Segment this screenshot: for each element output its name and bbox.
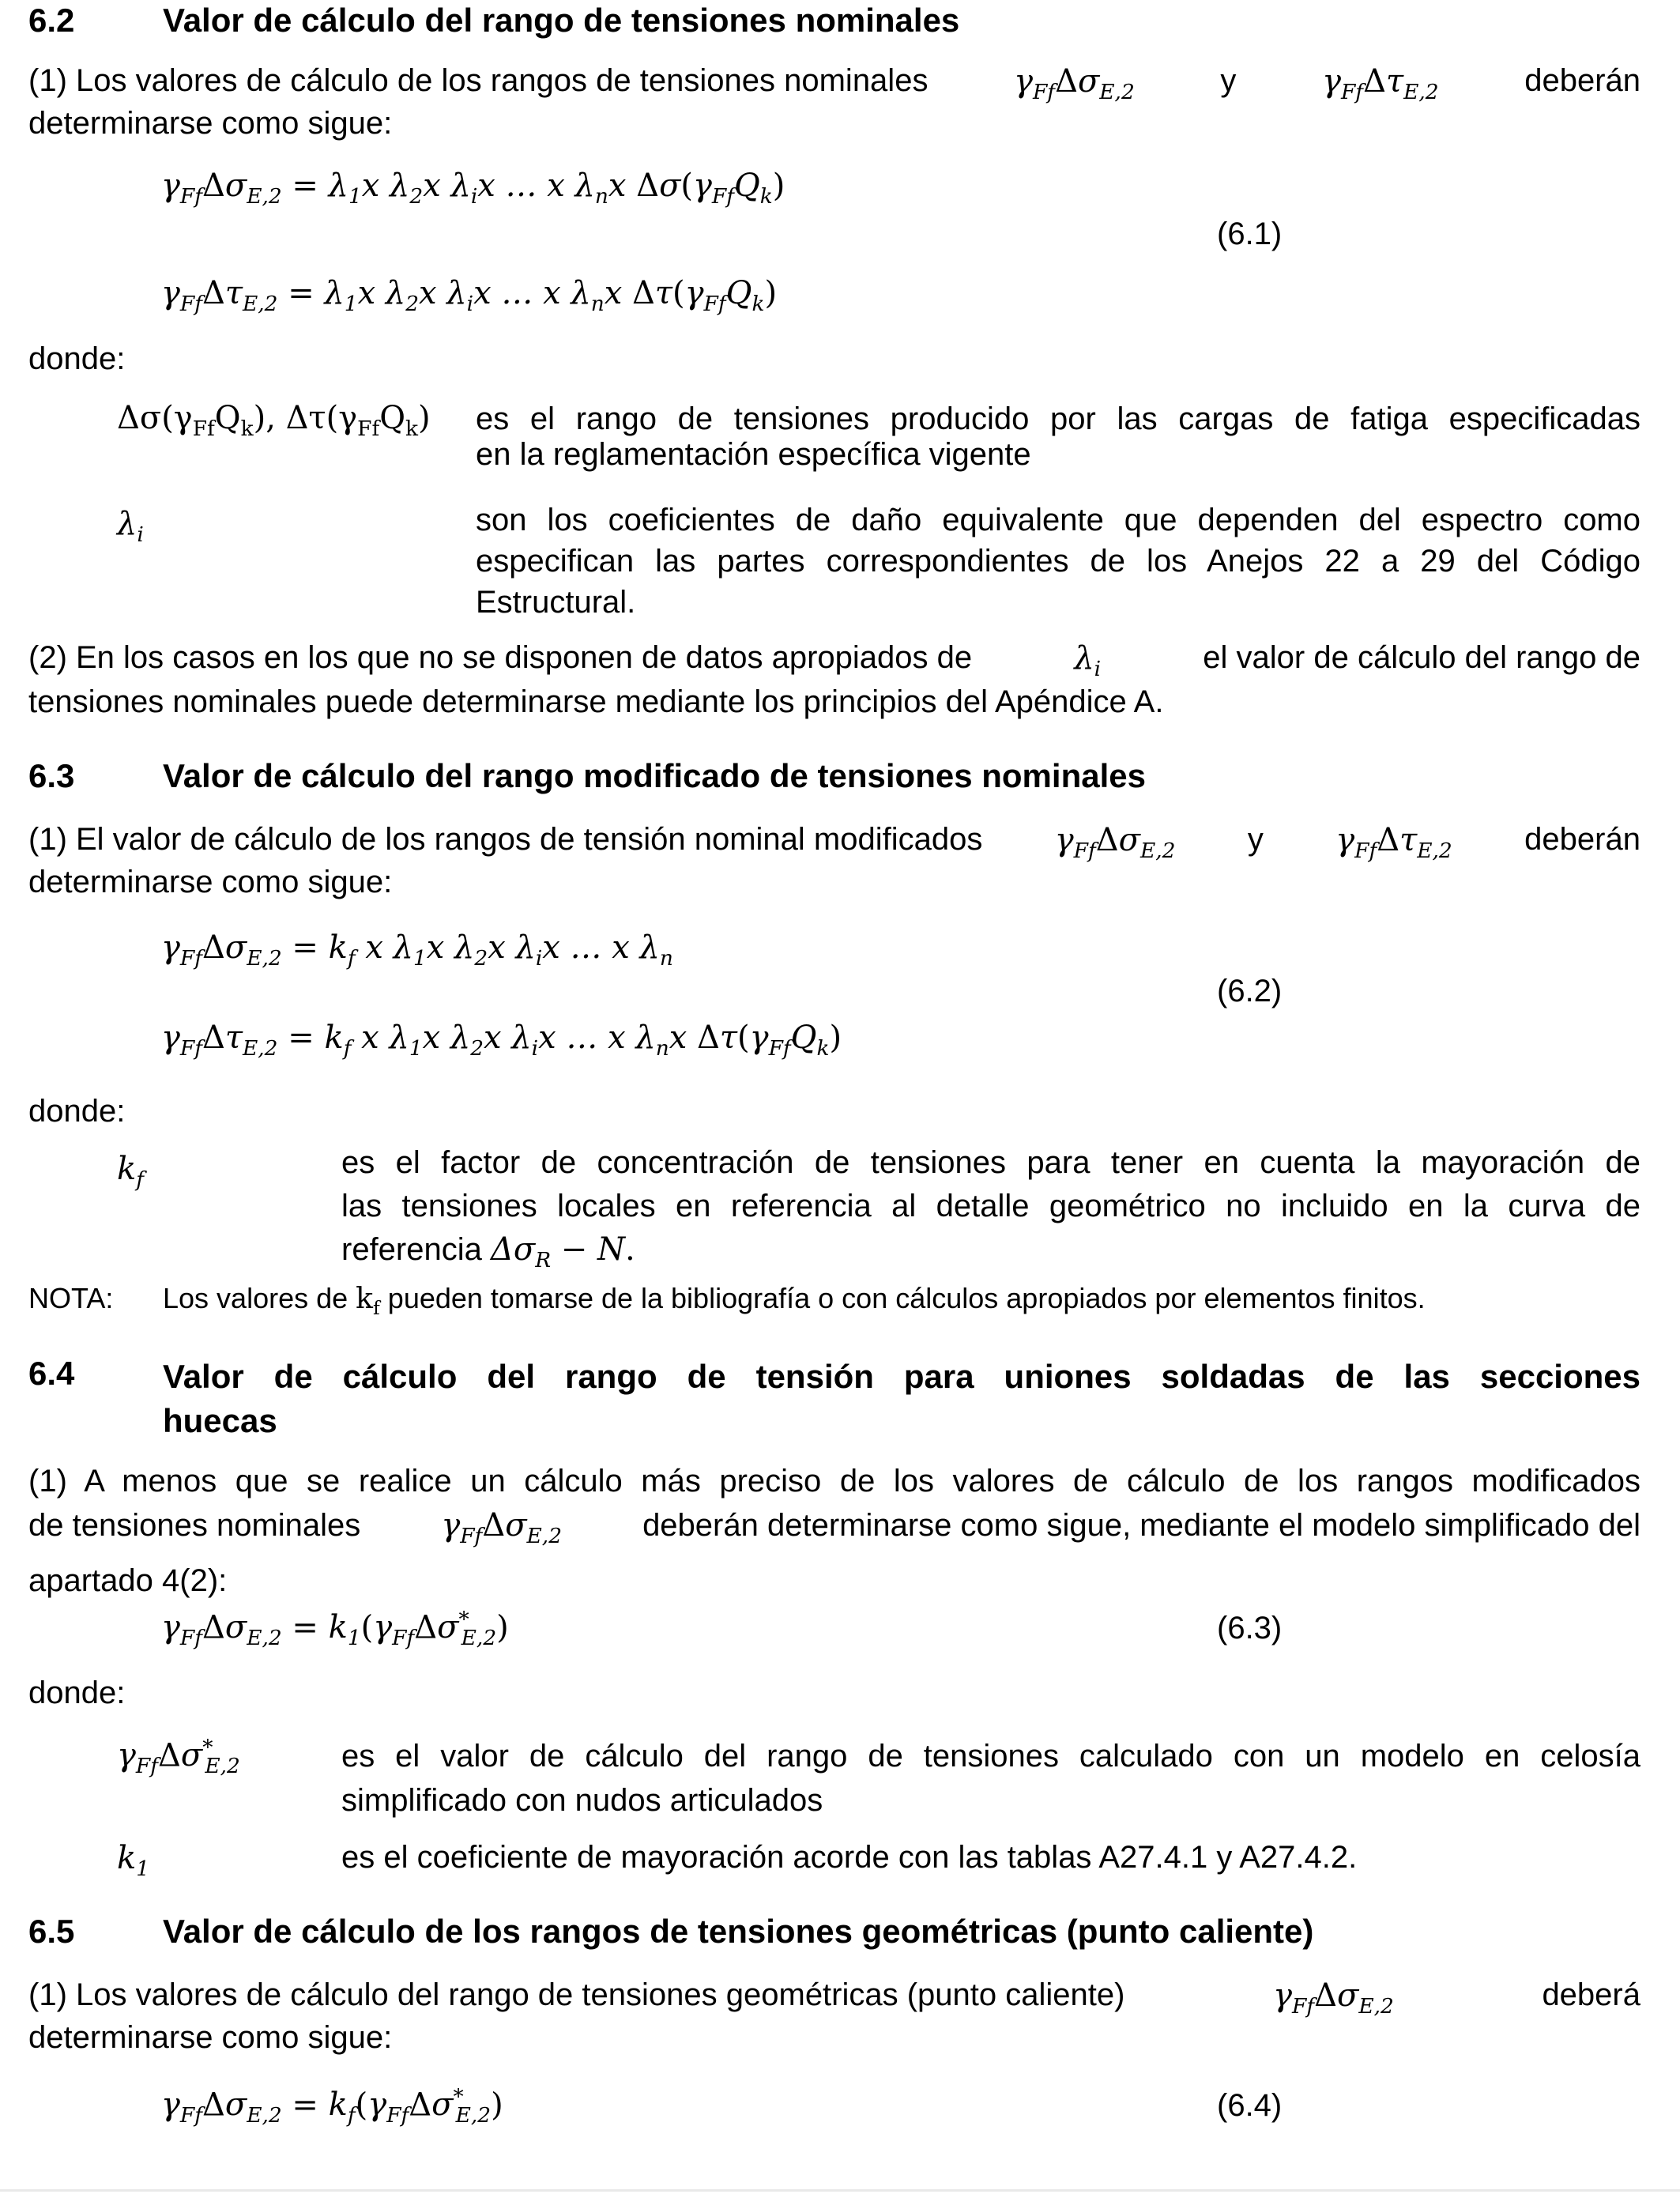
donde-label: donde: (28, 1094, 126, 1129)
definition-text: es el valor de cálculo del rango de tensiones calculado con un modelo en celosía simplificado con nudos articulados (341, 1739, 1640, 1818)
inline-math: $\gamma_{Ff}\Delta\sigma_{E,2}$ (1273, 1977, 1394, 2019)
definition-text: es el factor de concentración de tensiones para tener en cuenta la mayoración de las tensiones locales en referencia al detalle geométrico no incluido en la curva de referencia $\Delta\sigma_R - N$. (341, 1145, 1640, 1272)
equation-number: (6.3) (1217, 1611, 1283, 1646)
paragraph-line (28, 63, 1640, 104)
section-title: Valor de cálculo del rango de tensiones nominales (163, 2, 960, 39)
symbol-term: $\Delta\sigma(\gamma_{Ff}Q_k)$, $\Delta\tau(\gamma_{Ff}Q_k)$ (117, 400, 431, 441)
paragraph: (1) A menos que se realice un cálculo más preciso de los valores de cálculo de los rangos modificados de tensiones nominales $\gamma_{Ff}\Delta\sigma_{E,2}$ deberán determinarse como sigue, mediante el modelo simplificado del apartado 4(2): (28, 1464, 1640, 1598)
section-number: 6.2 (28, 2, 75, 39)
donde-label: donde: (28, 1676, 126, 1710)
section-title: Valor de cálculo del rango modificado de tensiones nominales (163, 757, 1146, 794)
inline-math: $\lambda_i$ (1074, 640, 1102, 681)
inline-math: $\gamma_{Ff}\Delta\sigma_{E,2}$ (441, 1507, 562, 1548)
paragraph-text: y (1220, 63, 1237, 98)
section-number: 6.3 (28, 757, 75, 794)
symbol-term: $k_1$ (117, 1840, 150, 1881)
symbol-term: $\lambda_i$ (117, 506, 144, 547)
page-bottom-rule (0, 2189, 1680, 2192)
section-number: 6.5 (28, 1913, 75, 1950)
paragraph-text: deberán (1524, 63, 1640, 98)
equation: $\gamma_{Ff}\Delta\sigma_{E,2} = k_f$ x $\lambda_1x$ $\lambda_2x$ $\lambda_ix$ … x $\lambda_n$ (161, 929, 673, 971)
note-label: NOTA: (28, 1282, 114, 1314)
inline-math: $\gamma_{Ff}\Delta\tau_{E,2}$ (1322, 63, 1439, 104)
inline-math: $\gamma_{Ff}\Delta\sigma_{E,2}$ (1054, 822, 1176, 863)
paragraph-text: determinarse como sigue: (28, 106, 393, 141)
equation: $\gamma_{Ff}\Delta\tau_{E,2} = \lambda_1x$ $\lambda_2x$ $\lambda_ix$ … x $\lambda_nx$ $\Delta\tau(\gamma_{Ff}Q_k)$ (161, 275, 778, 316)
paragraph-line: (1) El valor de cálculo de los rangos de tensión nominal modificados $\gamma_{Ff}\Delta\sigma_{E,2}$ y $\gamma_{Ff}\Delta\tau_{E,2}$ deberán (28, 822, 1640, 863)
equation-number: (6.2) (1217, 974, 1283, 1008)
paragraph-line: (2) En los casos en los que no se disponen de datos apropiados de $\lambda_i$ el valor de cálculo del rango de (28, 640, 1640, 681)
definition-text: son los coeficientes de daño equivalente que dependen del espectro como especifican las partes correspondientes de los Anejos 22 a 29 del Código Estructural. (476, 503, 1640, 620)
definition-text: es el coeficiente de mayoración acorde con las tablas A27.4.1 y A27.4.2. (341, 1840, 1358, 1875)
equation: $\gamma_{Ff}\Delta\sigma_{E,2} = \lambda_1x$ $\lambda_2x$ $\lambda_ix$ … x $\lambda_nx$ $\Delta\sigma(\gamma_{Ff}Q_k)$ (161, 168, 785, 209)
paragraph-text: (1) Los valores de cálculo de los rangos de tensiones nominales (28, 63, 929, 98)
inline-math: $\gamma_{Ff}\Delta\tau_{E,2}$ (1335, 822, 1452, 863)
note-text: Los valores de $k_f$ pueden tomarse de la bibliografía o con cálculos apropiados por elementos finitos. (163, 1282, 1426, 1320)
inline-math: $\gamma_{Ff}\Delta\sigma_{E,2}$ (1014, 63, 1135, 104)
equation-number: (6.1) (1217, 217, 1283, 251)
paragraph-text: determinarse como sigue: (28, 2020, 393, 2055)
equation-number: (6.4) (1217, 2088, 1283, 2123)
symbol-term: $k_f$ (117, 1151, 145, 1192)
section-number: 6.4 (28, 1355, 75, 1392)
section-title: Valor de cálculo de los rangos de tensiones geométricas (punto caliente) (163, 1913, 1314, 1950)
equation: $\gamma_{Ff}\Delta\sigma_{E,2} = k_f(\gamma_{Ff}\Delta\sigma^*_{E,2})$ (161, 2085, 503, 2128)
equation: $\gamma_{Ff}\Delta\sigma_{E,2} = k_1(\gamma_{Ff}\Delta\sigma^*_{E,2})$ (161, 1608, 509, 1651)
symbol-term: $\gamma_{Ff}\Delta\sigma^*_{E,2}$ (117, 1736, 240, 1779)
inline-math: $\Delta\sigma_R$ (491, 1231, 552, 1272)
definition-text: es el rango de tensiones producido por las cargas de fatiga especificadas en la reglamentación específica vigente (476, 401, 1640, 472)
donde-label: donde: (28, 341, 126, 376)
paragraph-text: tensiones nominales puede determinarse mediante los principios del Apéndice A. (28, 684, 1164, 719)
paragraph-line: (1) Los valores de cálculo del rango de tensiones geométricas (punto caliente) $\gamma_{Ff}\Delta\sigma_{E,2}$ deberá (28, 1977, 1640, 2019)
paragraph-text: determinarse como sigue: (28, 865, 393, 899)
section-title: Valor de cálculo del rango de tensión para uniones soldadas de las secciones huecas (163, 1358, 1640, 1439)
equation: $\gamma_{Ff}\Delta\tau_{E,2} = k_f$ x $\lambda_1x$ $\lambda_2x$ $\lambda_ix$ … x $\lambda_nx$ $\Delta\tau(\gamma_{Ff}Q_k)$ (161, 1020, 842, 1061)
